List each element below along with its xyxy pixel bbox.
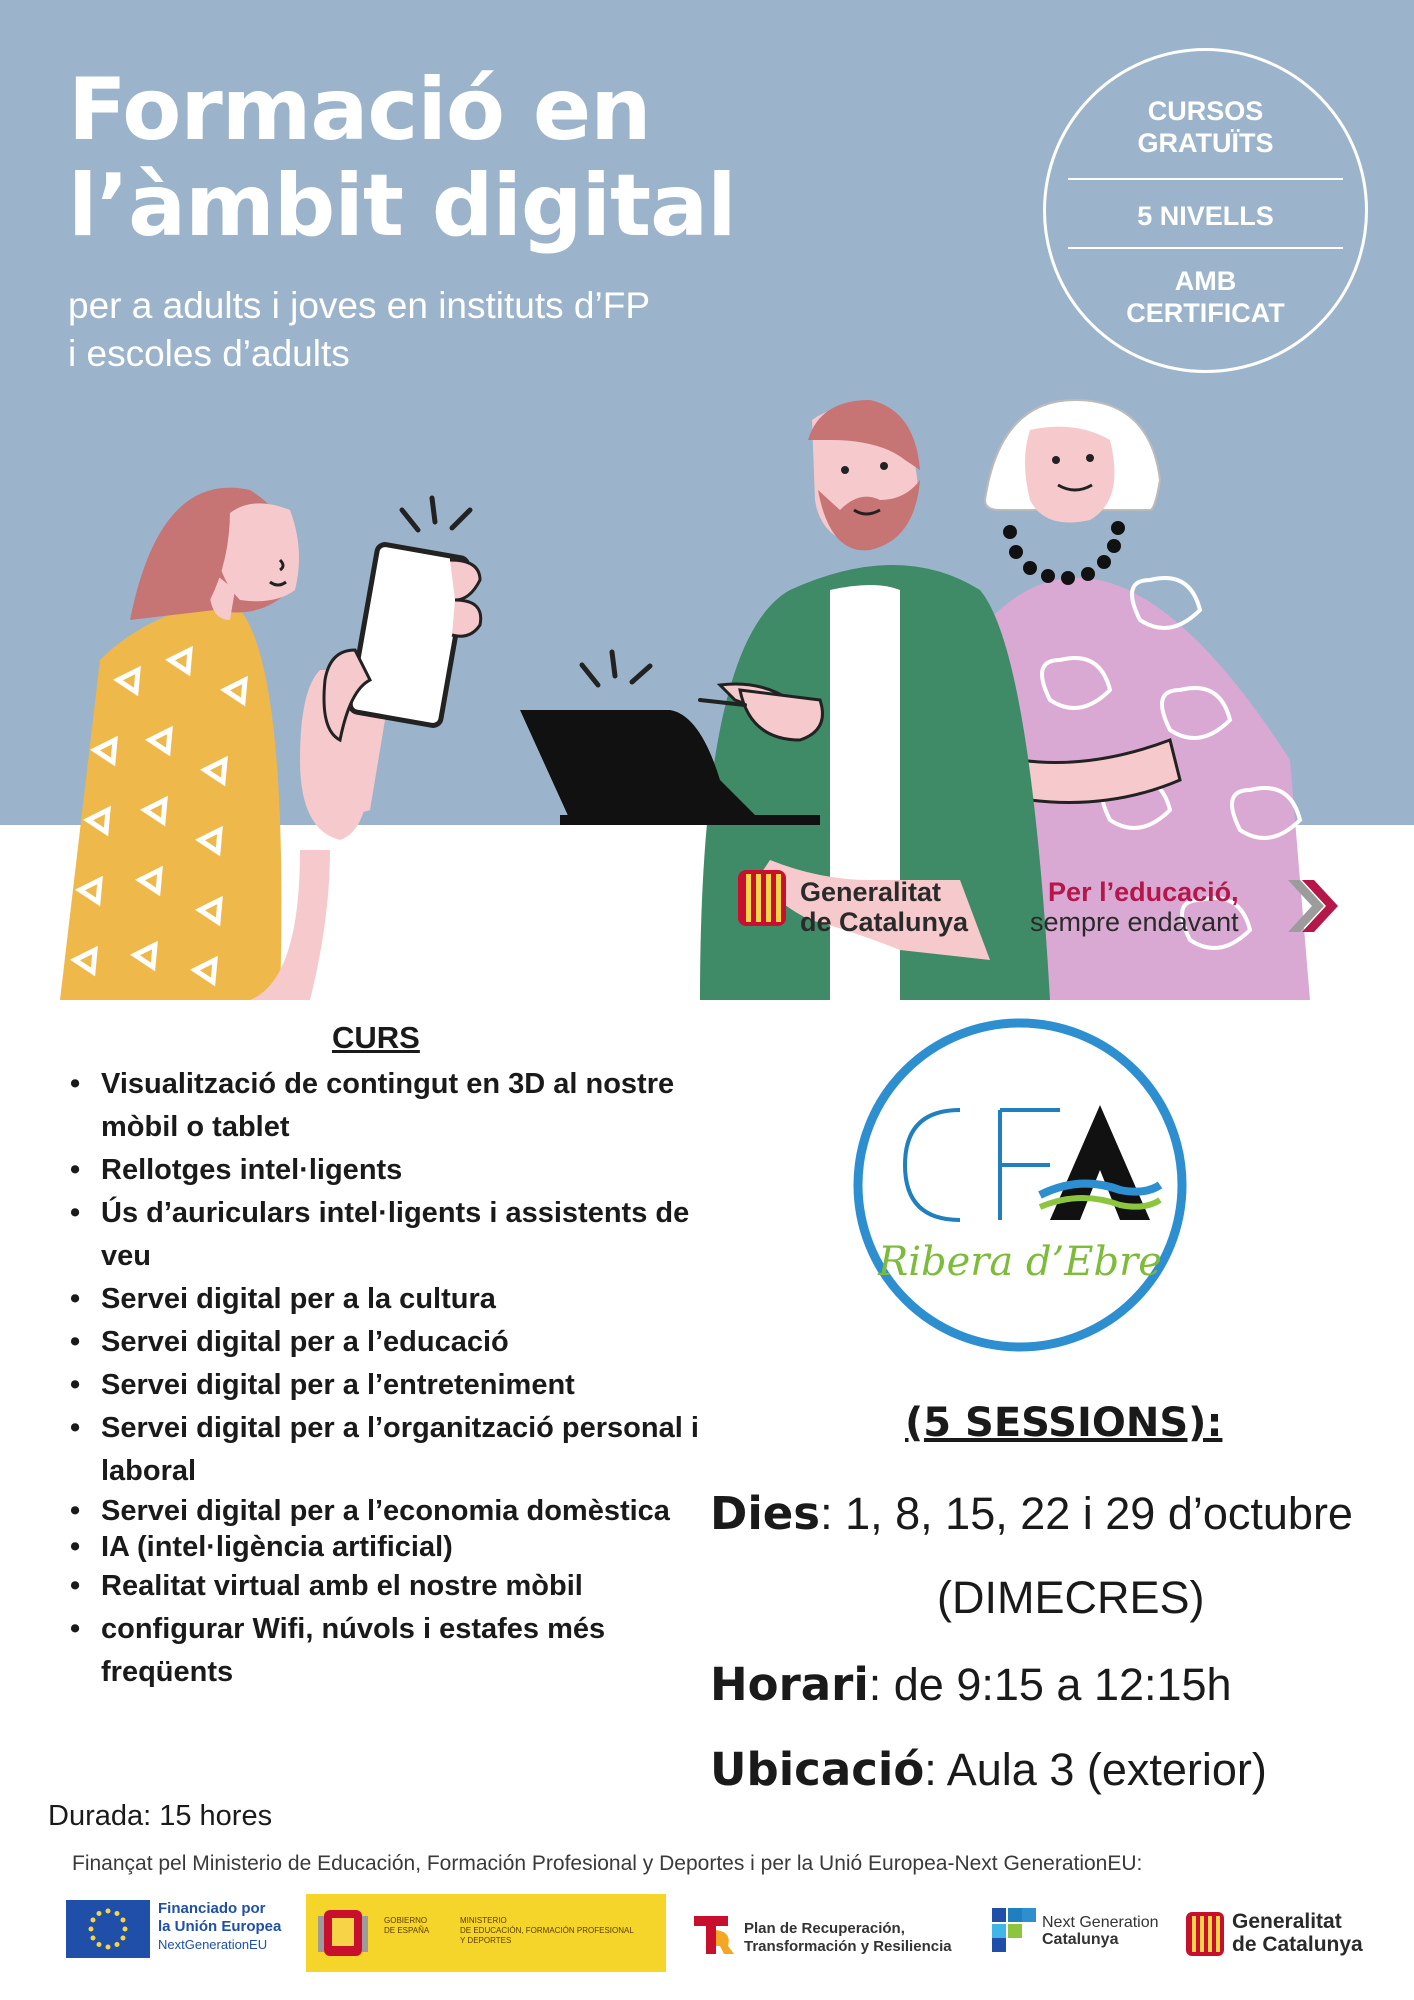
next-generation-catalunya-text: [1042, 1914, 1159, 1948]
recovery-plan-text: [744, 1920, 952, 1956]
spain-shield-icon: [318, 1906, 368, 1960]
slogan: [1030, 877, 1239, 937]
features-badge: [1043, 48, 1368, 373]
list-item: • Servei digital per a l’educació: [64, 1321, 704, 1364]
gob-line2: DE ESPAÑA: [384, 1926, 430, 1935]
course-topics-list: [64, 1063, 704, 1694]
hero-title-line1: Formació en: [68, 60, 651, 160]
schedule-line: [710, 1658, 1232, 1711]
chevron-right-icon: [1282, 876, 1342, 936]
badge-certificate: [1046, 265, 1365, 329]
course-duration: Durada: 15 hores: [48, 1800, 273, 1832]
location-label: Ubicació: [710, 1743, 925, 1796]
list-item: • Servei digital per a l’economia domèstica: [64, 1493, 704, 1529]
ministry-line2: DE EDUCACIÓN, FORMACIÓN PROFESIONAL: [460, 1926, 634, 1935]
badge-divider: [1068, 247, 1343, 249]
gencat-footer-line2: de Catalunya: [1232, 1933, 1363, 1956]
list-item: • Servei digital per a la cultura: [64, 1278, 704, 1321]
hero-subtitle-line1: per a adults i joves en instituts d’FP: [68, 285, 651, 326]
ngc-line2: Catalunya: [1042, 1931, 1119, 1948]
schedule-value: : de 9:15 a 12:15h: [868, 1659, 1232, 1710]
list-item: • Visualització de contingut en 3D al nostre mòbil o tablet: [64, 1063, 704, 1149]
hero-subtitle-line2: i escoles d’adults: [68, 333, 350, 374]
eu-flag-icon: [66, 1900, 150, 1958]
list-item: • Realitat virtual amb el nostre mòbil: [64, 1565, 704, 1608]
badge-cert-line2: CERTIFICAT: [1126, 298, 1285, 328]
badge-free-line1: CURSOS: [1147, 96, 1264, 126]
dates-value: : 1, 8, 15, 22 i 29 d’octubre: [820, 1488, 1353, 1539]
badge-free-courses: [1046, 95, 1365, 159]
course-heading: CURS: [332, 1020, 420, 1055]
badge-cert-line1: AMB: [1174, 266, 1237, 296]
eu-line2: la Unión Europea: [158, 1918, 282, 1935]
list-item: • configurar Wifi, núvols i estafes més freqüents: [64, 1608, 704, 1694]
generalitat-line2: de Catalunya: [800, 907, 969, 937]
prtr-line1: Plan de Recuperación,: [744, 1920, 905, 1937]
cfa-ribera-logo: [850, 1015, 1190, 1355]
generalitat-line1: Generalitat: [800, 877, 942, 907]
list-item: • IA (intel·ligència artificial): [64, 1529, 704, 1565]
list-item: • Rellotges intel·ligents: [64, 1149, 704, 1192]
badge-levels: 5 NIVELLS: [1137, 201, 1274, 231]
eu-funding-logo: [66, 1900, 306, 1958]
spain-government-logo: [306, 1894, 666, 1972]
eu-line3: NextGenerationEU: [158, 1937, 268, 1952]
funders-logos: [0, 1890, 1414, 1990]
hero-title-line2: l’àmbit digital: [68, 156, 736, 256]
prtr-line2: Transformación y Resiliencia: [744, 1938, 952, 1955]
cfa-script-text: Ribera d’Ebre: [878, 1239, 1162, 1285]
location-value: : Aula 3 (exterior): [924, 1744, 1267, 1795]
list-item: • Servei digital per a l’organització personal i laboral: [64, 1407, 704, 1493]
badge-divider: [1068, 178, 1343, 180]
woman-with-phone-figure: [60, 488, 481, 1000]
list-item: • Servei digital per a l’entreteniment: [64, 1364, 704, 1407]
list-item: • Ús d’auriculars intel·ligents i assistents de veu: [64, 1192, 704, 1278]
generalitat-name: [800, 877, 968, 937]
badge-free-line2: GRATUÏTS: [1137, 128, 1274, 158]
gencat-footer-line1: Generalitat: [1232, 1910, 1342, 1933]
generalitat-footer-icon: [1186, 1912, 1224, 1956]
dates-line: [710, 1487, 1353, 1540]
eu-line1: Financiado por: [158, 1900, 266, 1917]
ministry-text: [460, 1916, 634, 1946]
government-text: [384, 1916, 429, 1936]
schedule-label: Horari: [710, 1658, 869, 1711]
next-generation-catalunya-icon: [992, 1908, 1036, 1952]
slogan-line2: sempre endavant: [1030, 907, 1239, 937]
location-line: [710, 1743, 1267, 1796]
recovery-plan-logo-icon: [688, 1910, 736, 1958]
funding-statement: Finançat pel Ministerio de Educación, Formación Profesional y Deportes i per la Unió Europea-Next GenerationEU:: [72, 1852, 1143, 1875]
gob-line1: GOBIERNO: [384, 1916, 428, 1925]
eu-funding-text: [158, 1900, 281, 1954]
weekday-line: (DIMECRES): [937, 1572, 1205, 1623]
ministry-line1: MINISTERIO: [460, 1916, 507, 1925]
sessions-heading: (5 SESSIONS):: [905, 1400, 1223, 1446]
generalitat-footer-text: [1232, 1910, 1363, 1956]
slogan-line1: Per l’educació,: [1048, 877, 1239, 907]
ministry-line3: Y DEPORTES: [460, 1936, 512, 1945]
ngc-line1: Next Generation: [1042, 1914, 1159, 1931]
dates-label: Dies: [710, 1487, 821, 1540]
hero-title: [68, 62, 736, 254]
